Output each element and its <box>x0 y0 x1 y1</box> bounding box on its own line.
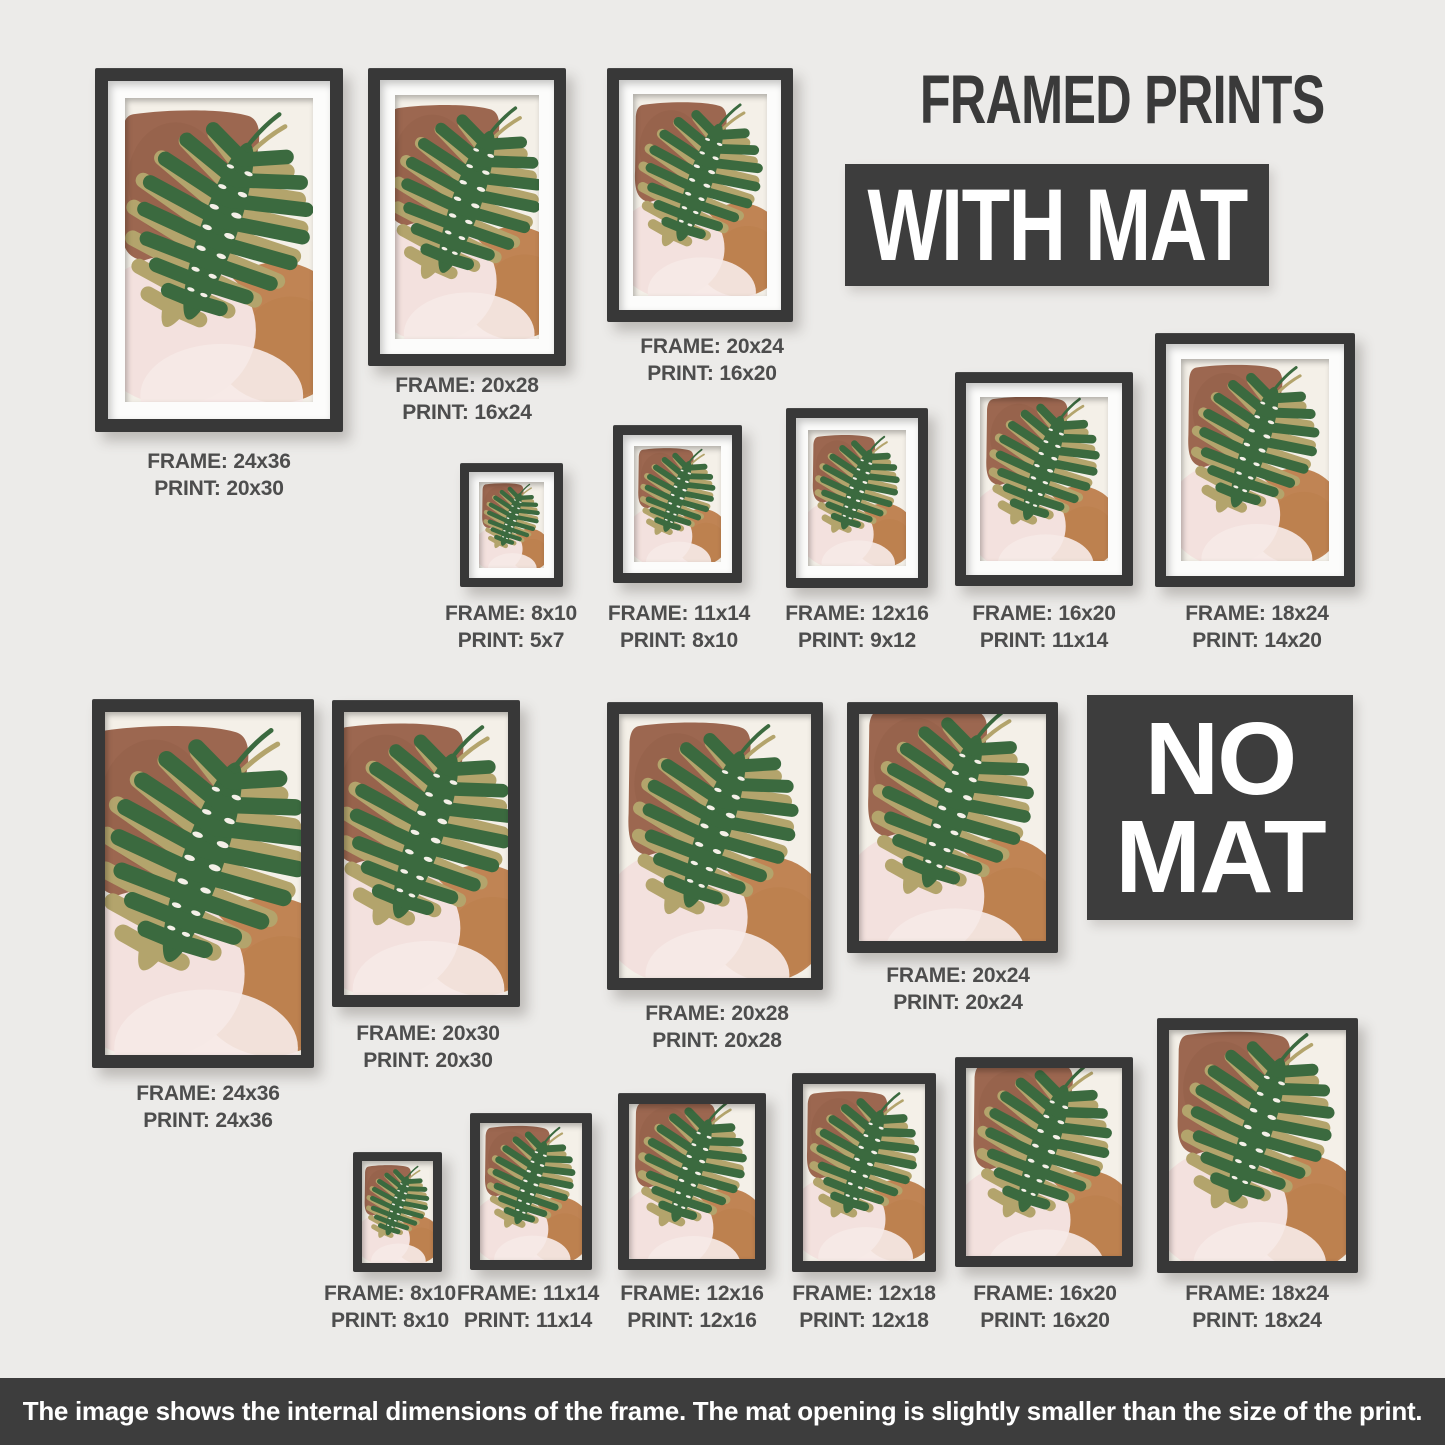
with-mat-banner-text: WITH MAT <box>867 167 1247 282</box>
frame-no-mat-20x24 <box>847 702 1058 953</box>
print-window <box>105 712 301 1055</box>
print-window <box>966 1068 1122 1256</box>
print-window <box>980 397 1108 561</box>
footer-note-bar <box>0 1378 1445 1445</box>
mat-board <box>108 81 330 419</box>
frame-size-text: FRAME: 16x20 <box>973 1282 1117 1305</box>
print-size-text: PRINT: 5x7 <box>457 629 565 653</box>
monstera-artwork <box>105 712 301 1055</box>
print-window <box>859 714 1046 941</box>
print-size-text: PRINT: 16x20 <box>647 362 777 386</box>
frame-no-mat-12x18 <box>792 1073 936 1272</box>
size-label-with-mat-18x24 <box>1097 600 1417 655</box>
monstera-artwork <box>480 1123 582 1260</box>
frame-size-text: FRAME: 11x14 <box>607 602 751 625</box>
frame-no-mat-24x36 <box>92 699 314 1068</box>
frame-with-mat-20x28 <box>368 68 566 366</box>
frame-no-mat-12x16 <box>618 1093 766 1270</box>
size-label-with-mat-20x24 <box>552 333 872 388</box>
no-mat-banner-text: NO MAT <box>1115 700 1325 914</box>
mat-board <box>623 435 732 573</box>
monstera-artwork <box>619 714 811 978</box>
frame-no-mat-11x14 <box>470 1113 592 1270</box>
frame-size-text: FRAME: 18x24 <box>1185 1282 1329 1305</box>
print-window <box>803 1084 925 1261</box>
print-size-text: PRINT: 20x24 <box>893 991 1023 1015</box>
mat-board <box>469 472 554 578</box>
frame-no-mat-20x28 <box>607 702 823 990</box>
print-size-text: PRINT: 16x24 <box>402 401 532 425</box>
monstera-artwork <box>344 712 508 995</box>
print-window <box>125 98 313 402</box>
print-size-text: PRINT: 12x16 <box>627 1309 757 1333</box>
frame-size-text: FRAME: 8x10 <box>323 1282 456 1305</box>
frame-size-text: FRAME: 12x16 <box>785 602 929 625</box>
monstera-artwork <box>633 94 767 296</box>
frame-size-text: FRAME: 12x18 <box>792 1282 936 1305</box>
print-window <box>344 712 508 995</box>
frame-size-text: FRAME: 20x28 <box>645 1002 789 1025</box>
mat-board <box>619 80 781 310</box>
print-window <box>634 446 721 562</box>
monstera-artwork <box>634 446 721 562</box>
print-size-text: PRINT: 12x18 <box>799 1309 929 1333</box>
monstera-artwork <box>629 1104 755 1259</box>
size-label-no-mat-20x30 <box>268 1020 588 1075</box>
frame-no-mat-8x10 <box>353 1152 442 1272</box>
frame-size-text: FRAME: 24x36 <box>136 1082 280 1105</box>
monstera-artwork <box>125 98 313 402</box>
frame-size-text: FRAME: 20x30 <box>356 1022 500 1045</box>
frame-size-text: FRAME: 8x10 <box>444 602 577 625</box>
frame-size-text: FRAME: 24x36 <box>147 450 291 473</box>
frame-with-mat-8x10 <box>460 463 563 587</box>
print-size-text: PRINT: 8x10 <box>330 1309 450 1333</box>
print-window <box>479 482 544 568</box>
monstera-artwork <box>966 1068 1122 1256</box>
size-label-no-mat-18x24 <box>1097 1280 1417 1335</box>
frame-size-text: FRAME: 16x20 <box>972 602 1116 625</box>
frame-size-text: FRAME: 20x24 <box>886 964 1030 987</box>
monstera-artwork <box>479 482 544 568</box>
print-window <box>480 1123 582 1260</box>
frame-size-text: FRAME: 18x24 <box>1185 602 1329 625</box>
size-label-with-mat-24x36 <box>59 448 379 503</box>
print-size-text: PRINT: 20x30 <box>154 477 284 501</box>
no-mat-banner <box>1087 695 1353 920</box>
print-window <box>808 430 906 566</box>
frame-size-text: FRAME: 20x28 <box>395 374 539 397</box>
mat-board <box>1166 344 1344 576</box>
monstera-artwork <box>1181 359 1329 561</box>
monstera-artwork <box>859 714 1046 941</box>
monstera-artwork <box>808 430 906 566</box>
print-size-text: PRINT: 11x14 <box>979 629 1109 653</box>
mat-board <box>796 418 918 578</box>
print-size-text: PRINT: 8x10 <box>619 629 739 653</box>
footer-note: The image shows the internal dimensions of the frame. The mat opening is slightly smaller than the size of the print. <box>22 1396 1423 1426</box>
frame-size-text: FRAME: 20x24 <box>640 335 784 358</box>
print-size-text: PRINT: 20x30 <box>363 1049 493 1073</box>
print-size-text: PRINT: 16x20 <box>980 1309 1110 1333</box>
frame-with-mat-11x14 <box>613 425 742 583</box>
frame-with-mat-12x16 <box>786 408 928 588</box>
size-label-no-mat-20x24 <box>798 962 1118 1017</box>
print-window <box>1181 359 1329 561</box>
print-window <box>633 94 767 296</box>
monstera-artwork <box>362 1161 433 1263</box>
frame-size-text: FRAME: 12x16 <box>620 1282 764 1305</box>
frame-with-mat-16x20 <box>955 372 1133 586</box>
monstera-artwork <box>803 1084 925 1261</box>
print-size-text: PRINT: 11x14 <box>463 1309 593 1333</box>
print-size-text: PRINT: 20x28 <box>652 1029 782 1053</box>
print-window <box>395 95 539 339</box>
frame-size-text: FRAME: 11x14 <box>456 1282 600 1305</box>
frame-with-mat-24x36 <box>95 68 343 432</box>
frame-no-mat-16x20 <box>955 1057 1133 1267</box>
with-mat-banner <box>845 164 1269 286</box>
frame-no-mat-18x24 <box>1157 1018 1358 1273</box>
print-window <box>629 1104 755 1259</box>
frame-no-mat-20x30 <box>332 700 520 1007</box>
page-title-text: FRAMED PRINTS <box>919 61 1325 138</box>
print-size-text: PRINT: 18x24 <box>1192 1309 1322 1333</box>
print-window <box>619 714 811 978</box>
frame-with-mat-20x24 <box>607 68 793 322</box>
monstera-artwork <box>1169 1030 1346 1261</box>
print-size-text: PRINT: 24x36 <box>143 1109 273 1133</box>
monstera-artwork <box>395 95 539 339</box>
size-label-no-mat-24x36 <box>48 1080 368 1135</box>
monstera-artwork <box>980 397 1108 561</box>
mat-board <box>380 80 554 354</box>
page-title <box>845 60 1325 139</box>
frame-with-mat-18x24 <box>1155 333 1355 587</box>
print-size-text: PRINT: 9x12 <box>797 629 917 653</box>
print-window <box>1169 1030 1346 1261</box>
print-size-text: PRINT: 14x20 <box>1192 629 1322 653</box>
print-window <box>362 1161 433 1263</box>
mat-board <box>966 383 1122 575</box>
